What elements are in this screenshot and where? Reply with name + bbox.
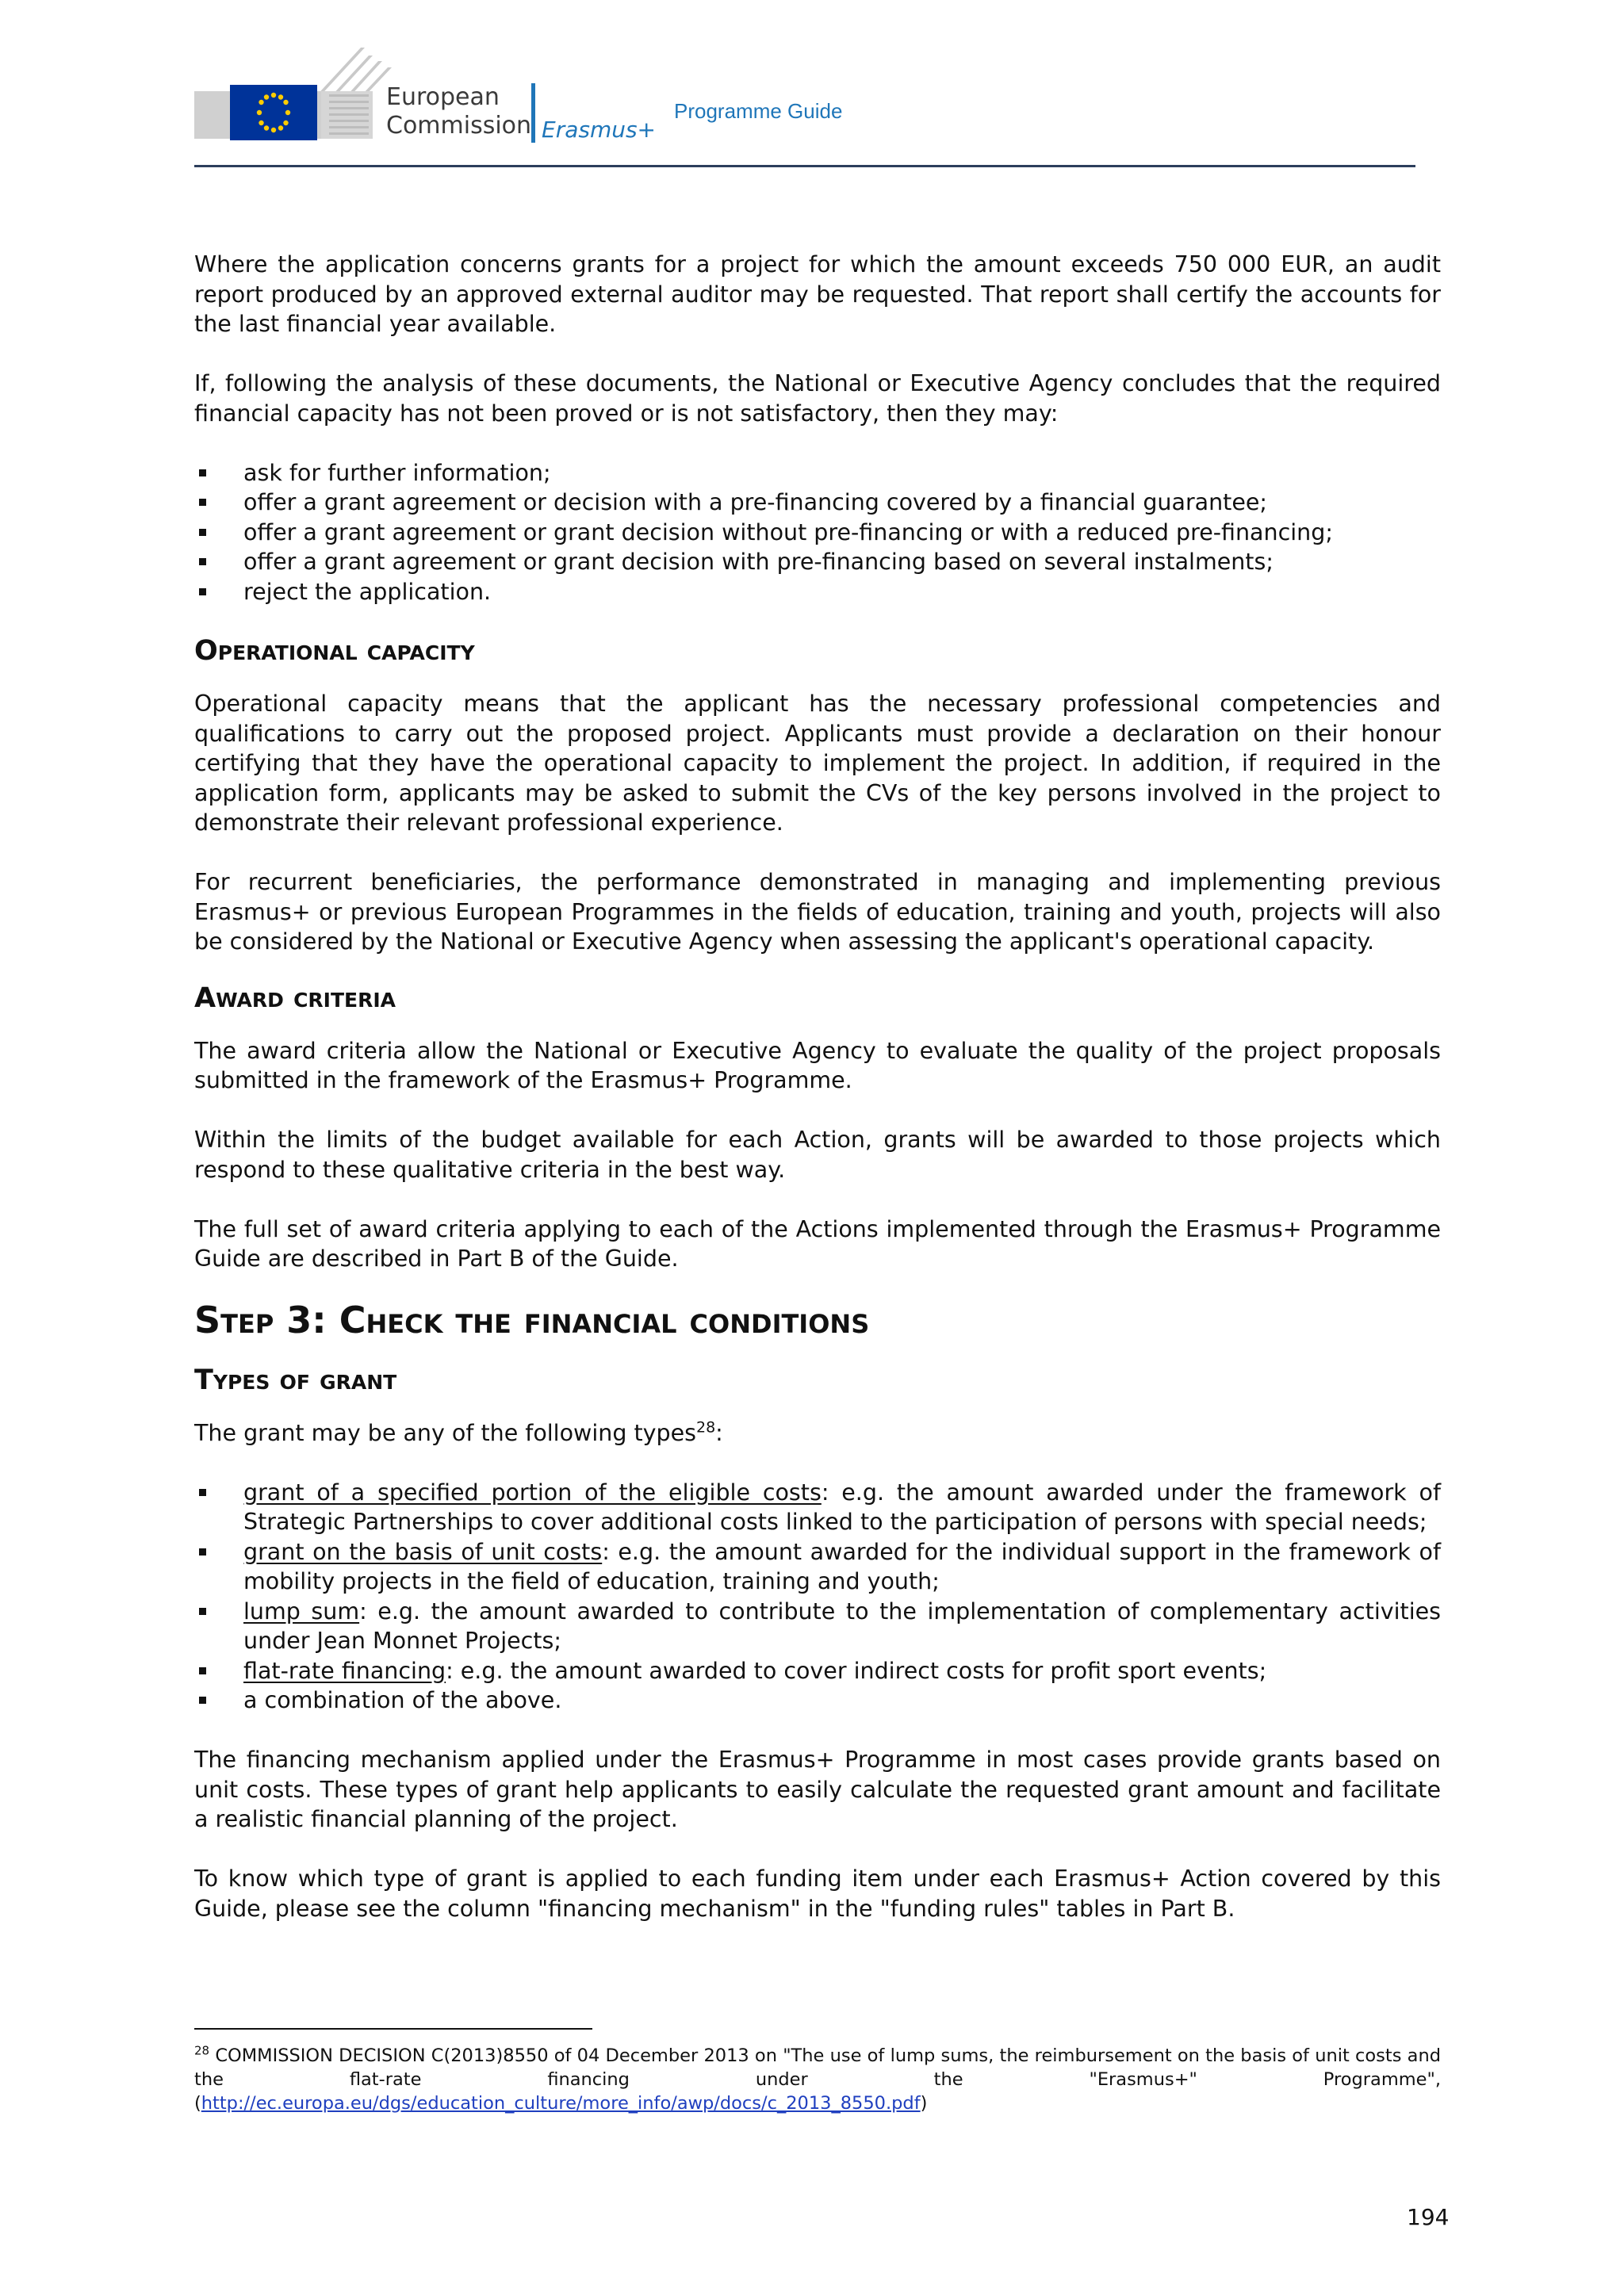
page-header: [194, 44, 1415, 170]
commission-wordmark: European Commission: [386, 83, 532, 140]
list-item: flat-rate financing: e.g. the amount awarded to cover indirect costs for profit sport events;: [194, 1656, 1441, 1686]
paragraph-award-criteria: The award criteria allow the National or Executive Agency to evaluate the quality of the project proposals submitted in the framework of the Erasmus+ Programme.: [194, 1037, 1441, 1093]
paragraph-financial-capacity: If, following the analysis of these documents, the National or Executive Agency concludes that the required financial capacity has not been proved or is not satisfactory, then they may:: [194, 370, 1441, 427]
grant-type-term: grant on the basis of unit costs: [243, 1538, 603, 1565]
grant-type-term: flat-rate financing: [243, 1657, 446, 1684]
erasmus-divider: [531, 83, 535, 143]
grant-type-term: grant of a specified portion of the eligible costs: [243, 1479, 822, 1506]
page-content: [194, 250, 1441, 1923]
grant-types-list: [194, 1478, 1441, 1716]
footnote-link[interactable]: http://ec.europa.eu/dgs/education_culture/more_info/awp/docs/c_2013_8550.pdf: [201, 2093, 921, 2114]
list-item: grant on the basis of unit costs: e.g. the amount awarded for the individual support in the framework of mobility projects in the field of education, training and youth;: [194, 1537, 1441, 1597]
header-rule: [194, 165, 1415, 167]
grant-type-term: lump sum: [243, 1598, 360, 1624]
programme-guide-label: Programme Guide: [674, 99, 843, 123]
heading-award-criteria: Award criteria: [194, 982, 396, 1014]
erasmus-wordmark: Erasmus+: [542, 117, 657, 143]
agency-options-list: [194, 458, 1441, 607]
list-item: offer a grant agreement or decision with a pre-financing covered by a financial guarantee;: [194, 488, 1441, 518]
list-item: grant of a specified portion of the eligible costs: e.g. the amount awarded under the framework of Strategic Partnerships to cover additional costs linked to the participation of persons with special needs;: [194, 1478, 1441, 1537]
page-number: 194: [1407, 2204, 1450, 2230]
footnote-ref[interactable]: 28: [695, 1418, 716, 1436]
paragraph-audit-report: Where the application concerns grants for a project for which the amount exceeds 750 000 EUR, an audit report produced by an approved external auditor may be requested. That report shall certify the accounts for the last financial year available.: [194, 251, 1441, 337]
list-item: offer a grant agreement or grant decision without pre-financing or with a reduced pre-financing;: [194, 518, 1441, 548]
paragraph-financing-mechanism: The financing mechanism applied under the Erasmus+ Programme in most cases provide grants based on unit costs. These types of grant help applicants to easily calculate the requested grant amount and facilitate a realistic financial planning of the project.: [194, 1747, 1441, 1832]
paragraph-budget-limits: Within the limits of the budget available for each Action, grants will be awarded to those projects which respond to these qualitative criteria in the best way.: [194, 1127, 1441, 1183]
list-item: reject the application.: [194, 577, 1441, 607]
footnote-28: $^{28}$ COMMISSION DECISION C(2013)8550 of 04 December 2013 on "The use of lump sums, the reimbursement on the basis of unit costs and the flat-rate financing under the "Erasmus+" Programme", (http://ec.europa.eu/dgs/education_culture/more_info/awp/docs/c_2013_8550.pdf): [194, 2043, 1441, 2114]
list-item: ask for further information;: [194, 458, 1441, 488]
footnote-rule: [194, 2028, 592, 2030]
paragraph-funding-rules: To know which type of grant is applied to each funding item under each Erasmus+ Action covered by this Guide, please see the column "financing mechanism" in the "funding rules" tables in Part B.: [194, 1866, 1441, 1922]
heading-types-of-grant: Types of grant: [194, 1364, 397, 1396]
heading-operational-capacity: Operational capacity: [194, 635, 475, 667]
paragraph-operational-capacity: Operational capacity means that the applicant has the necessary professional competencies and qualifications to carry out the proposed project. Applicants must provide a declaration on their honour certifying that they have the operational capacity to implement the project. In addition, if required in the application form, applicants may be asked to submit the CVs of the key persons involved in the project to demonstrate their relevant professional experience.: [194, 691, 1441, 836]
paragraph-grant-types-intro: The grant may be any of the following types$^{28}$:: [194, 1418, 723, 1446]
list-item: lump sum: e.g. the amount awarded to contribute to the implementation of complementary activities under Jean Monnet Projects;: [194, 1597, 1441, 1656]
paragraph-recurrent-beneficiaries: For recurrent beneficiaries, the performance demonstrated in managing and implementing previous Erasmus+ or previous European Programmes in the fields of education, training and youth, projects will also be considered by the National or Executive Agency when assessing the applicant's operational capacity.: [194, 869, 1441, 955]
list-item: offer a grant agreement or grant decision with pre-financing based on several instalments;: [194, 547, 1441, 577]
list-item: a combination of the above.: [194, 1686, 1441, 1716]
footnote-number: 28: [194, 2043, 210, 2058]
paragraph-full-criteria: The full set of award criteria applying to each of the Actions implemented through the Erasmus+ Programme Guide are described in Part B of the Guide.: [194, 1215, 1441, 1272]
heading-step-3: Step 3: Check the financial conditions: [194, 1298, 870, 1341]
